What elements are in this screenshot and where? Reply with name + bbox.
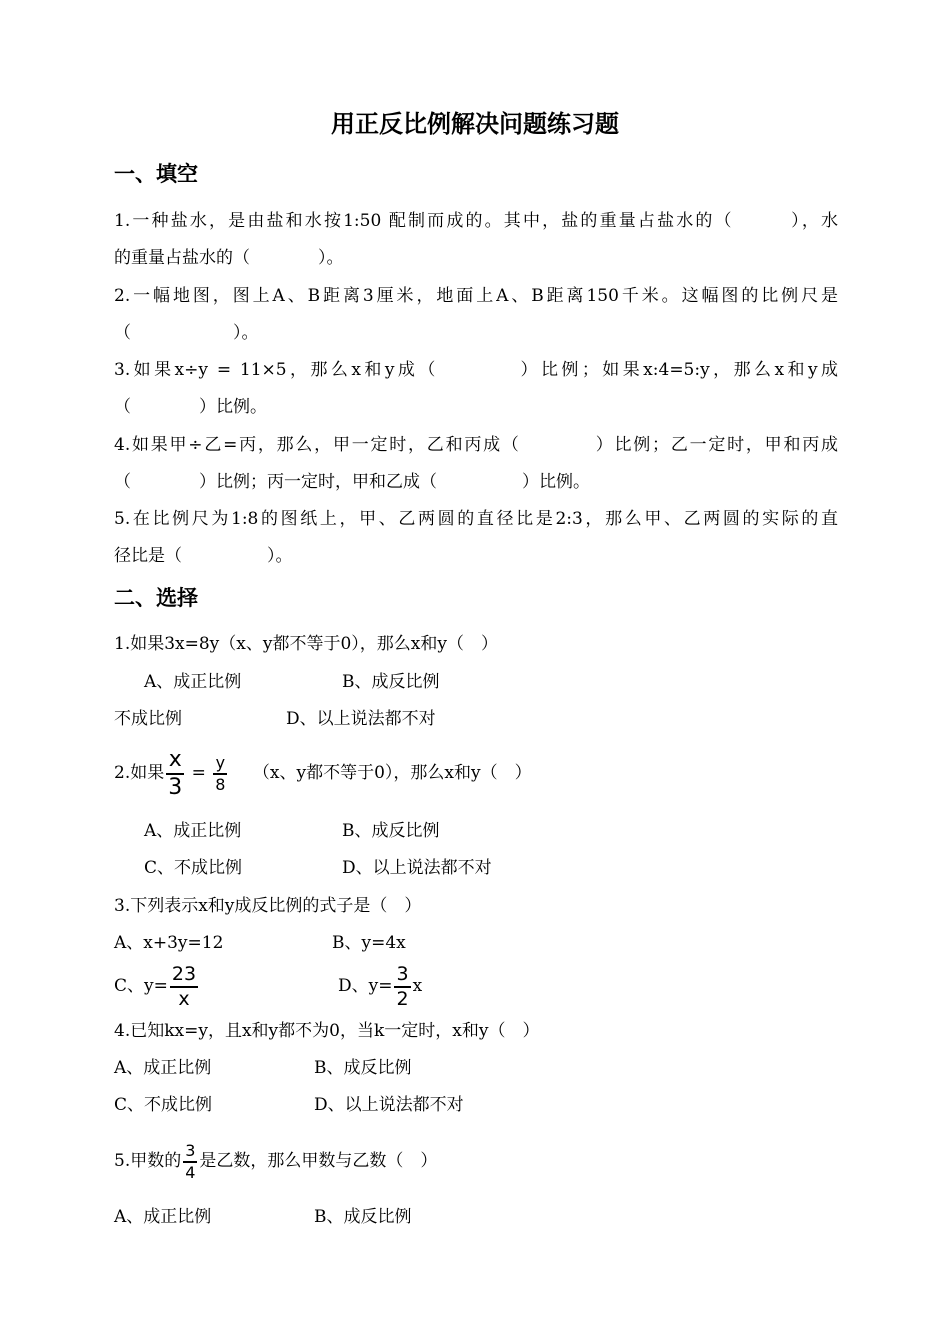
choice-q2-suffix: （x、y都不等于0），那么x和y（ ） [252,763,532,783]
fill-q2-line1: 2.一幅地图，图上A、B距离3厘米，地面上A、B距离150千米。这幅图的比例尺是 [114,286,838,306]
choice-q5-option-a: A、成正比例 [114,1207,212,1227]
fraction-y-over-8: $\frac{y}{8}$ [215,752,226,794]
fill-q1-line1: 1.一种盐水，是由盐和水按1:50 配制而成的。其中，盐的重量占盐水的（ ），水 [114,211,838,231]
choice-q2-prefix: 2.如果 [114,763,165,783]
section-heading-multiple-choice: 二、选择 [114,585,198,610]
fill-q3-line1: 3.如果x÷y = 11×5，那么x和y成（ ）比例；如果x:4=5:y，那么x和y成 [114,360,838,380]
choice-q2-option-b: B、成反比例 [342,821,440,841]
fill-q4-line1: 4.如果甲÷乙=丙，那么，甲一定时，乙和丙成（ ）比例；乙一定时，甲和丙成 [114,435,838,455]
fraction-x-over-3: $\frac{x}{3}$ [168,746,183,800]
choice-q1-option-a: A、成正比例 [144,672,242,692]
choice-q3-option-d: D、y= $\frac{3}{2}$ x [338,962,423,1010]
choice-q4-stem: 4.已知kx=y，且x和y都不为0，当k一定时，x和y（ ） [114,1021,540,1041]
choice-q3-option-b: B、y=4x [332,933,406,953]
choice-q2-option-a: A、成正比例 [144,821,242,841]
fill-q5-line1: 5.在比例尺为1:8的图纸上，甲、乙两圆的直径比是2:3，那么甲、乙两圆的实际的直 [114,509,838,529]
choice-q4-option-b: B、成反比例 [314,1058,412,1078]
fraction-23-over-x: $\frac{23}{x}$ [171,962,197,1010]
fill-q4-line2: （ ）比例；丙一定时，甲和乙成（ ）比例。 [114,472,590,492]
choice-q1-option-c: 不成比例 [114,709,182,729]
fill-q3-line2: （ ）比例。 [114,397,267,417]
choice-q4-option-d: D、以上说法都不对 [314,1095,464,1115]
choice-q1-option-b: B、成反比例 [342,672,440,692]
choice-q1-stem: 1.如果3x=8y（x、y都不等于0），那么x和y（ ） [114,634,498,654]
choice-q3-option-c: C、y= $\frac{23}{x}$ [114,962,197,1010]
choice-q2-option-d: D、以上说法都不对 [342,858,492,878]
choice-q4-option-c: C、不成比例 [114,1095,213,1115]
choice-q4-option-a: A、成正比例 [114,1058,212,1078]
fraction-3-over-4: $\frac{3}{4}$ [185,1140,196,1182]
fraction-3-over-2: $\frac{3}{2}$ [396,962,409,1010]
choice-q1-option-d: D、以上说法都不对 [286,709,436,729]
choice-q3-stem: 3.下列表示x和y成反比例的式子是（ ） [114,896,422,916]
fill-q5-line2: 径比是（ ）。 [114,546,293,566]
choice-q5-option-b: B、成反比例 [314,1207,412,1227]
choice-q2-stem [114,744,532,802]
section-heading-fill-blank: 一、填空 [114,161,198,186]
choice-q2-option-c: C、不成比例 [144,858,243,878]
page-title: 用正反比例解决问题练习题 [331,109,619,138]
choice-q5-stem: 5.甲数的 $\frac{3}{4}$ 是乙数，那么甲数与乙数（ ） [114,1140,438,1182]
equals-sign: = [191,763,206,783]
fill-q1-line2: 的重量占盐水的（ ）。 [114,248,344,268]
choice-q3-option-a: A、x+3y=12 [114,933,224,953]
fill-q2-line2: （ ）。 [114,323,259,343]
